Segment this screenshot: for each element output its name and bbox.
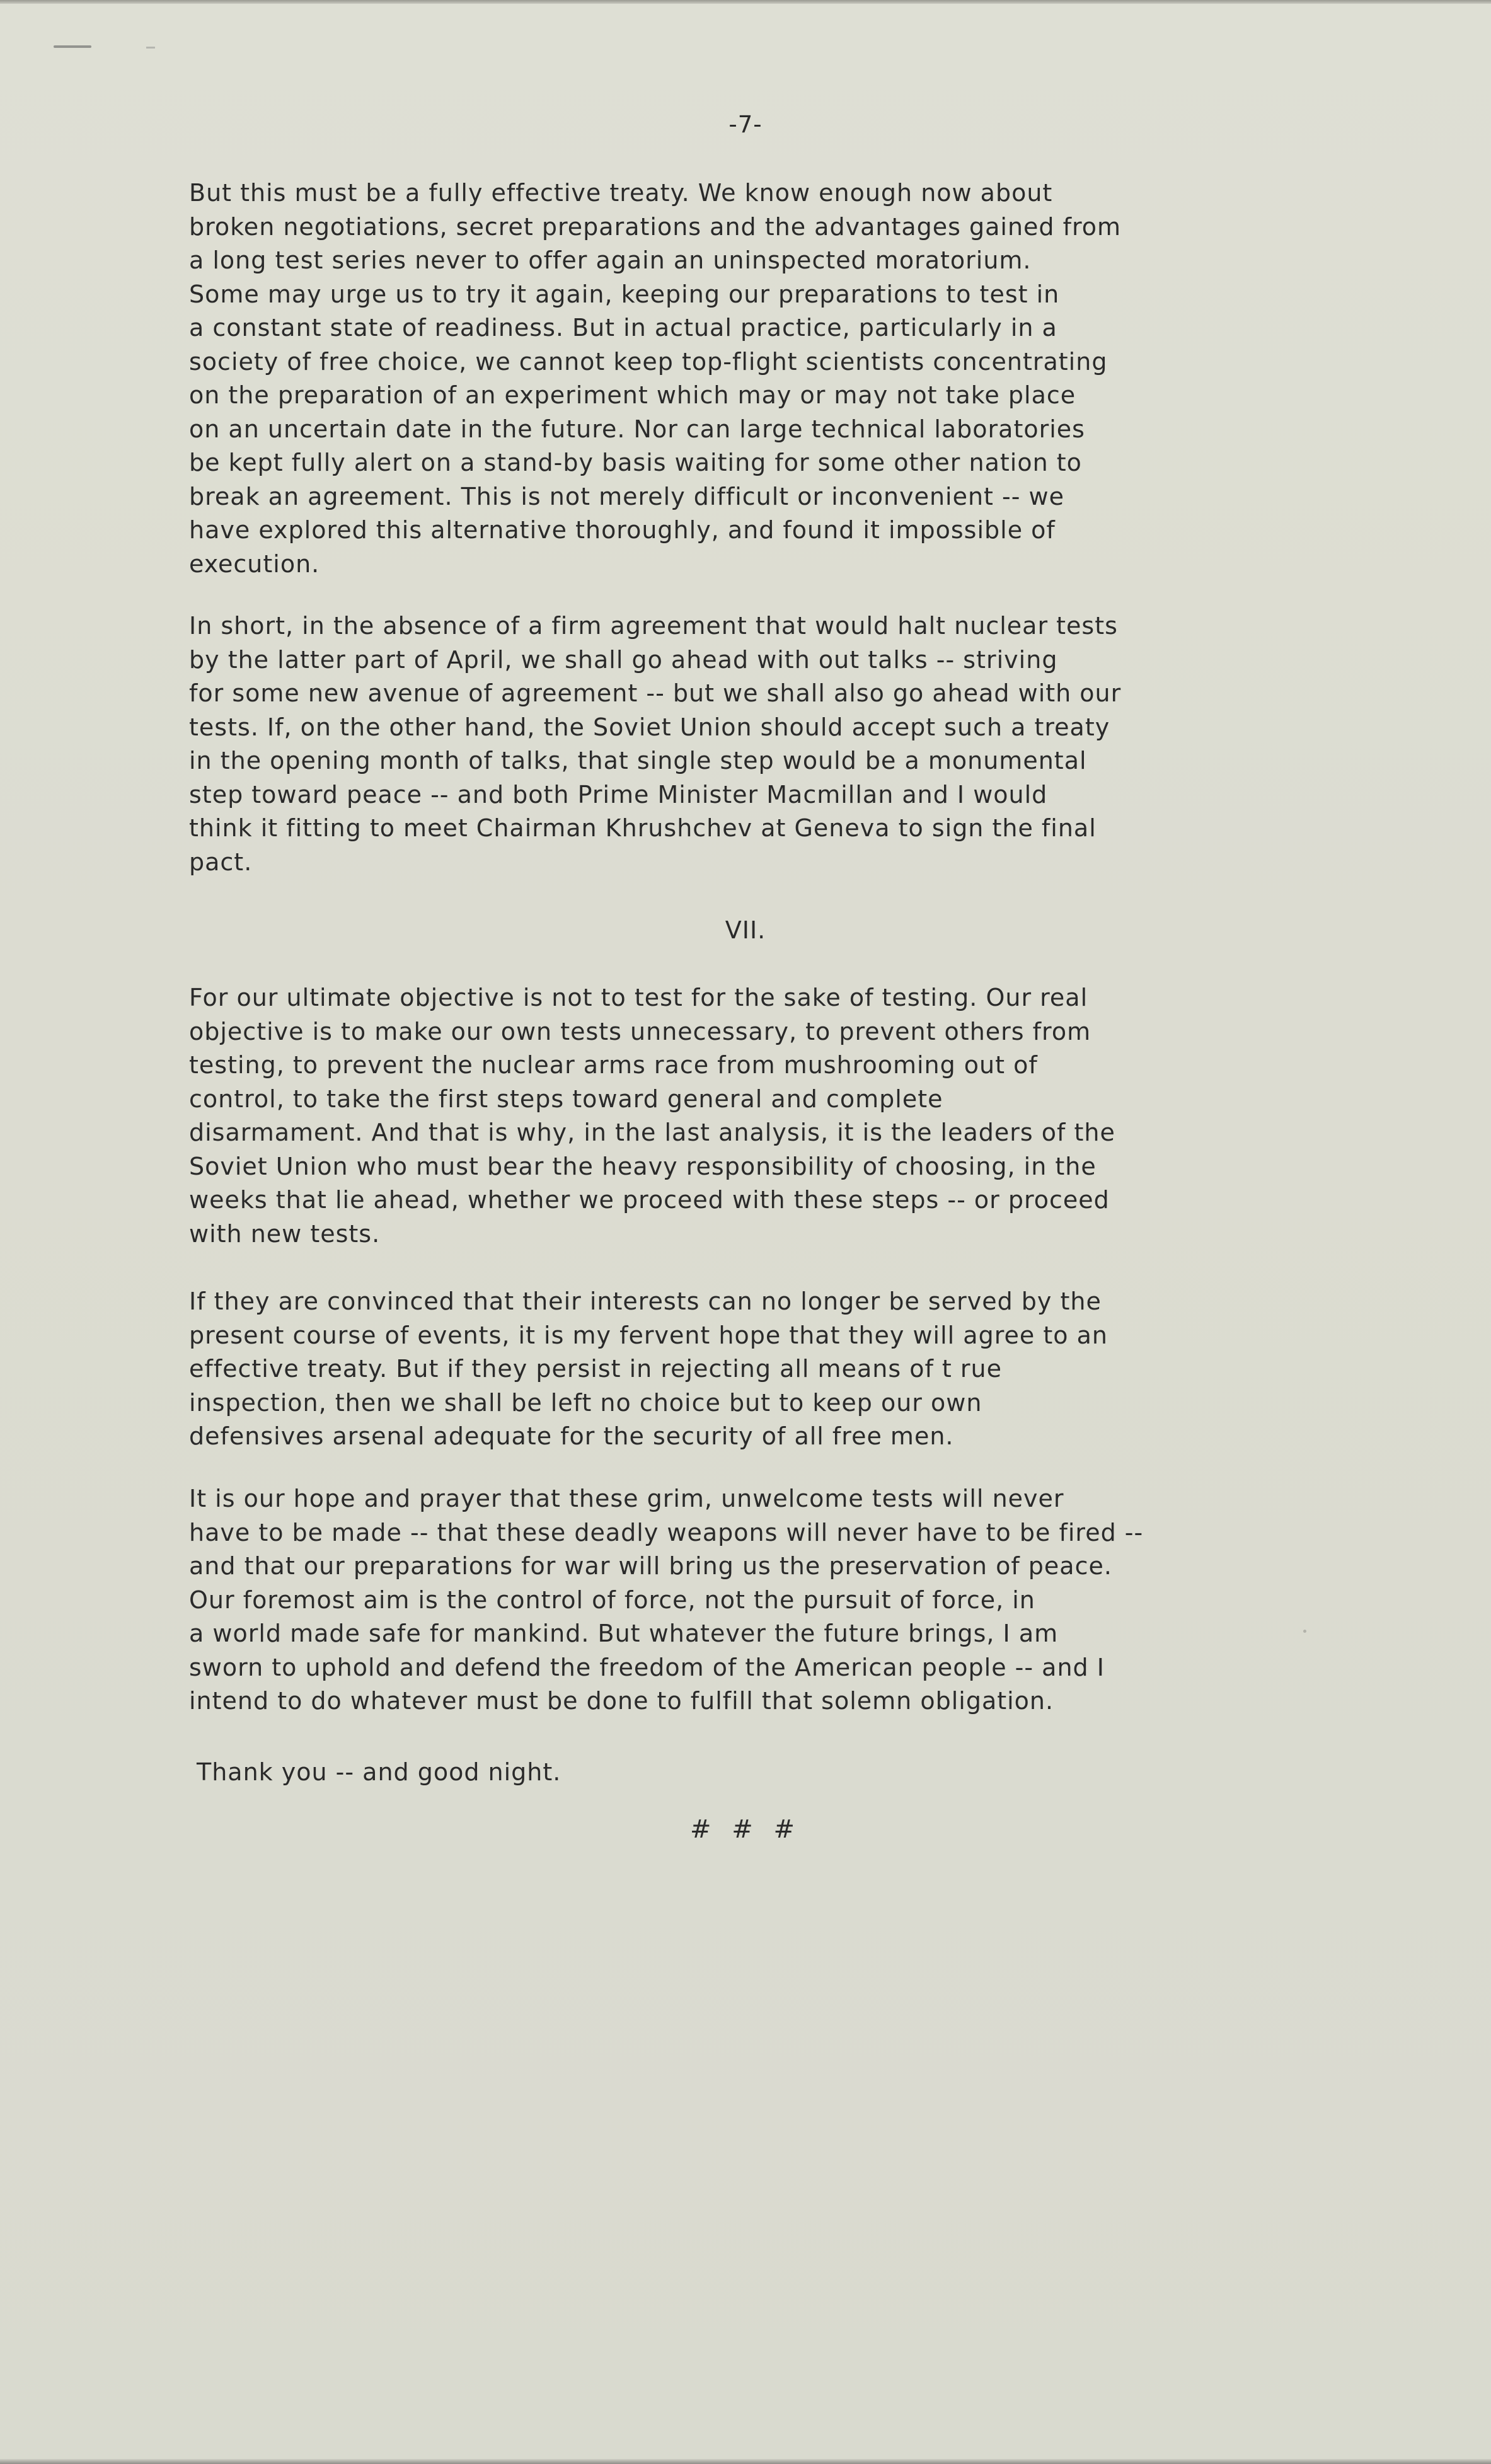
paragraph-absence-of-agreement: In short, in the absence of a firm agreement that would halt nuclear tests by the latter part of April, we shall go ahead with out talks -- striving for some new avenue of agreement -- but we shall also go ahead with our tests. If, on the other hand, the Soviet Union should accept such a treaty in the opening month of talks, that single step would be a monumental step toward peace -- and both Prime Minister Macmillan and I would think it fitting to meet Chairman Khrushchev at Geneva to sign the final pact. [189,612,1122,876]
section-heading: VII. [725,916,766,944]
paper-speck [1303,1630,1306,1633]
paragraph-convinced-interests: If they are convinced that their interests can no longer be served by the present course of events, it is my fervent hope that they will agree to an effective treaty. But if they persist in rejecting all means of t rue inspection, then we shall be left no choice but to keep our own defensives arsenal adequate for the security of all free men. [189,1287,1108,1450]
page-top-edge [0,0,1491,4]
paragraph-treaty-effectiveness: But this must be a fully effective treaty. We know enough now about broken negotiations, secret preparations and the advantages gained from a long test series never to offer again an uninspected moratorium. Some may urge us to try it again, keeping our preparations to test in a constant state of readiness. But in actual practice, particularly in a society of free choice, we cannot keep top-flight scientists concentrating on the preparation of an experiment which may or may not take place on an uncertain date in the future. Nor can large technical laboratories be kept fully alert on a stand-by basis waiting for some other nation to break an agreement. This is not merely difficult or inconvenient -- we have explored this alternative thoroughly, and found it impossible of execution. [189,179,1122,578]
page-number: -7- [728,111,763,138]
ink-mark-small [146,47,155,49]
paragraph-closing-thanks: Thank you -- and good night. [197,1758,561,1786]
page-bottom-edge [0,2459,1491,2464]
paragraph-ultimate-objective: For our ultimate objective is not to test for the sake of testing. Our real objective is to make our own tests unnecessary, to prevent others from testing, to prevent the nuclear arms race from mushrooming out of control, to take the first steps toward general and complete disarmament. And that is why, in the last analysis, it is the leaders of the Soviet Union who must bear the heavy responsibility of choosing, in the weeks that lie ahead, whether we proceed with these steps -- or proceed with new tests. [189,984,1115,1248]
end-marker: # # # [690,1815,801,1844]
paragraph-hope-and-prayer: It is our hope and prayer that these grim, unwelcome tests will never have to be made -- that these deadly weapons will never have to be fired -- and that our preparations for war will bring us the preservation of peace. Our foremost aim is the control of force, not the pursuit of force, in a world made safe for mankind. But whatever the future brings, I am sworn to uphold and defend the freedom of the American people -- and I intend to do whatever must be done to fulfill that solemn obligation. [189,1485,1144,1715]
ink-mark [54,45,91,48]
